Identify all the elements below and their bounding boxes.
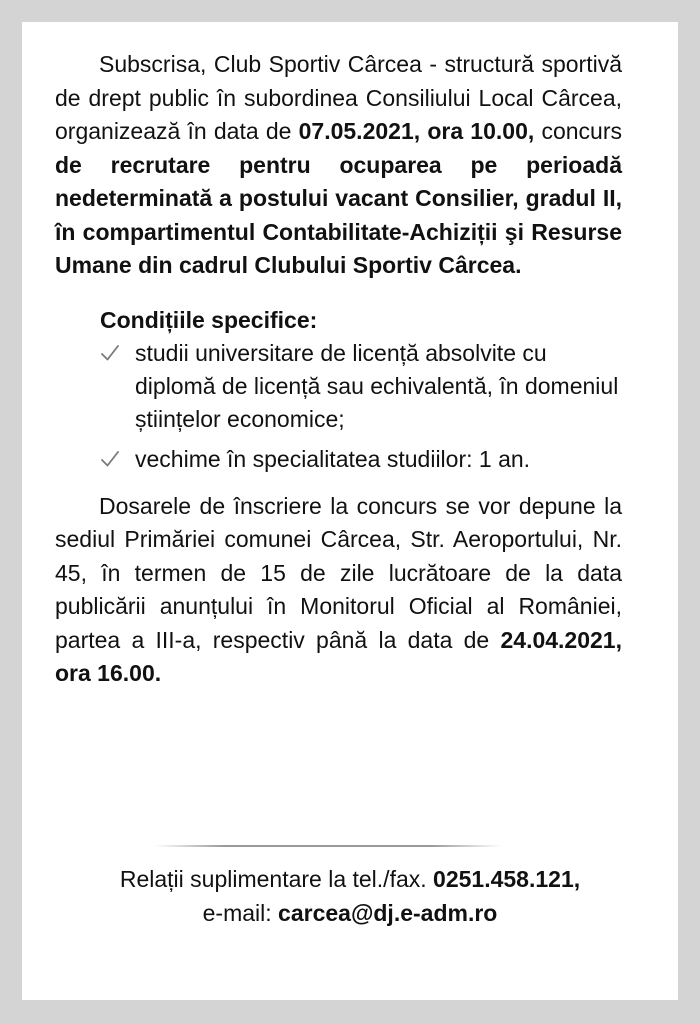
phone-number: 0251.458.121, bbox=[433, 866, 581, 892]
submission-deadline: 24.04.2021, ora 16.00. bbox=[55, 626, 622, 686]
condition-item bbox=[100, 337, 622, 436]
intro-paragraph bbox=[55, 48, 622, 283]
announcement-body bbox=[55, 48, 622, 691]
checkmark-icon bbox=[100, 449, 120, 469]
submission-paragraph bbox=[55, 490, 622, 691]
contact-email-line bbox=[22, 896, 678, 930]
conditions-title: Condițiile specifice: bbox=[100, 306, 318, 333]
contact-info bbox=[22, 862, 678, 930]
condition-text: studii universitare de licență absolvite cu diplomă de licență sau echivalentă, în domeniul științelor economice; bbox=[135, 339, 619, 432]
contest-date: 07.05.2021, ora 10.00, bbox=[298, 118, 535, 144]
submission-text: Dosarele de înscriere la concurs se vor depune la sediul Primăriei comunei Cârcea, Str. Aeroportului, Nr. 45, în termen de 15 de zile lucrătoare de la data publicării anunțului în Monitorul Oficial al României, partea a III-a, respectiv până la data de bbox=[55, 492, 622, 653]
contact-phone-line bbox=[22, 862, 678, 896]
position-description: de recrutare pentru ocuparea pe perioadă nedeterminată a postului vacant Consilier, gradul II, în compartimentul Contabilitate-Achiziții şi Resurse Umane din cadrul Clubului Sportiv Cârcea. bbox=[55, 151, 622, 278]
intro-text: Subscrisa, Club Sportiv Cârcea - structură sportivă de drept public în subordinea Consiliului Local Cârcea, organizează în data de bbox=[55, 51, 622, 144]
condition-item bbox=[100, 443, 622, 476]
condition-text: vechime în specialitatea studiilor: 1 an. bbox=[135, 445, 531, 472]
conditions-list bbox=[55, 337, 622, 476]
email-address: carcea@dj.e-adm.ro bbox=[278, 900, 498, 926]
email-label: e-mail: bbox=[202, 900, 279, 926]
phone-label: Relații suplimentare la tel./fax. bbox=[119, 866, 434, 892]
intro-text-2: concurs bbox=[534, 118, 622, 144]
checkmark-icon bbox=[100, 343, 120, 363]
divider bbox=[155, 845, 501, 847]
